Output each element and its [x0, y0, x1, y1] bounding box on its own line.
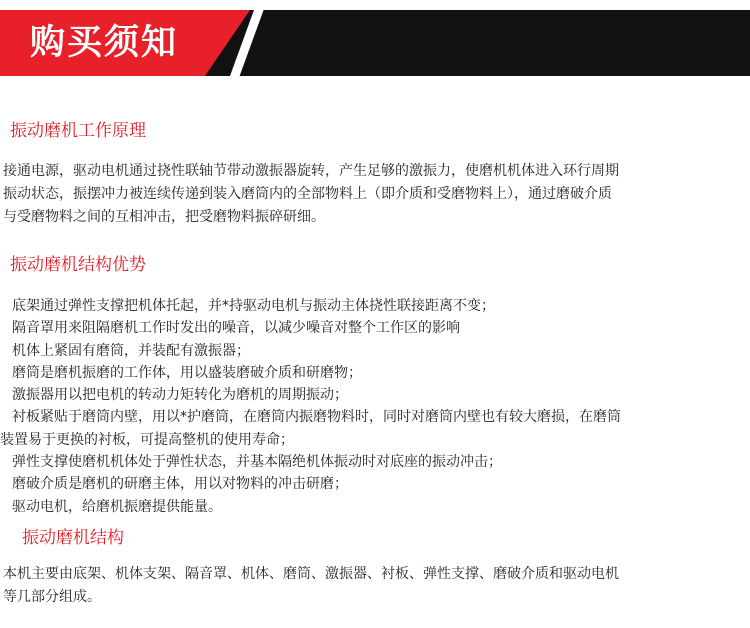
paragraph-line: 接通电源，驱动电机通过挠性联轴节带动激振器旋转，产生足够的激振力，使磨机机体进入环行周期: [3, 163, 619, 179]
list-item: 驱动电机，给磨机振磨提供能量。: [12, 498, 222, 515]
list-item: 激振器用以把电机的转动力矩转化为磨机的周期振动；: [12, 387, 348, 404]
list-item: 底架通过弹性支撑把机体托起，并*持驱动电机与振动主体挠性联接距离不变；: [12, 298, 495, 314]
paragraph-line: 等几部分组成。: [3, 589, 101, 605]
banner-title: 购买须知: [30, 23, 179, 63]
list-item-continuation: 装置易于更换的衬板，可提高整机的使用寿命；: [0, 431, 294, 448]
list-item: 隔音罩用来阻隔磨机工作时发出的噪音，以减少噪音对整个工作区的影响: [12, 320, 460, 337]
list-item: 机体上紧固有磨筒，并装配有激振器；: [12, 342, 250, 359]
advantages-list: [0, 295, 750, 518]
paragraph-line: 与受磨物料之间的互相冲击，把受磨物料振碎研细。: [3, 209, 325, 225]
paragraph-working-principle: [3, 160, 750, 229]
paragraph-line: 振动状态，振摆冲力被连续传递到装入磨筒内的全部物料上（即介质和受磨物料上），通过磨破介质: [3, 186, 612, 202]
paragraph-structure: [3, 563, 750, 609]
paragraph-line: 本机主要由底架、机体支架、隔音罩、机体、磨筒、激振器、衬板、弹性支撑、磨破介质和驱动电机: [3, 566, 619, 582]
list-item: 弹性支撑使磨机机体处于弹性状态，并基本隔绝机体振动时对底座的振动冲击；: [12, 454, 502, 471]
section-title-working-principle: 振动磨机工作原理: [10, 121, 146, 141]
list-item: 衬板紧贴于磨筒内壁，用以*护磨筒，在磨筒内振磨物料时，同时对磨筒内壁也有较大磨损，在磨筒: [12, 409, 621, 426]
section-title-structure-advantages: 振动磨机结构优势: [10, 255, 146, 275]
list-item: 磨破介质是磨机的研磨主体，用以对物料的冲击研磨；: [12, 476, 348, 493]
section-title-structure: 振动磨机结构: [22, 528, 124, 548]
header-banner: [0, 10, 750, 76]
list-item: 磨筒是磨机振磨的工作体，用以盛装磨破介质和研磨物；: [12, 364, 362, 381]
